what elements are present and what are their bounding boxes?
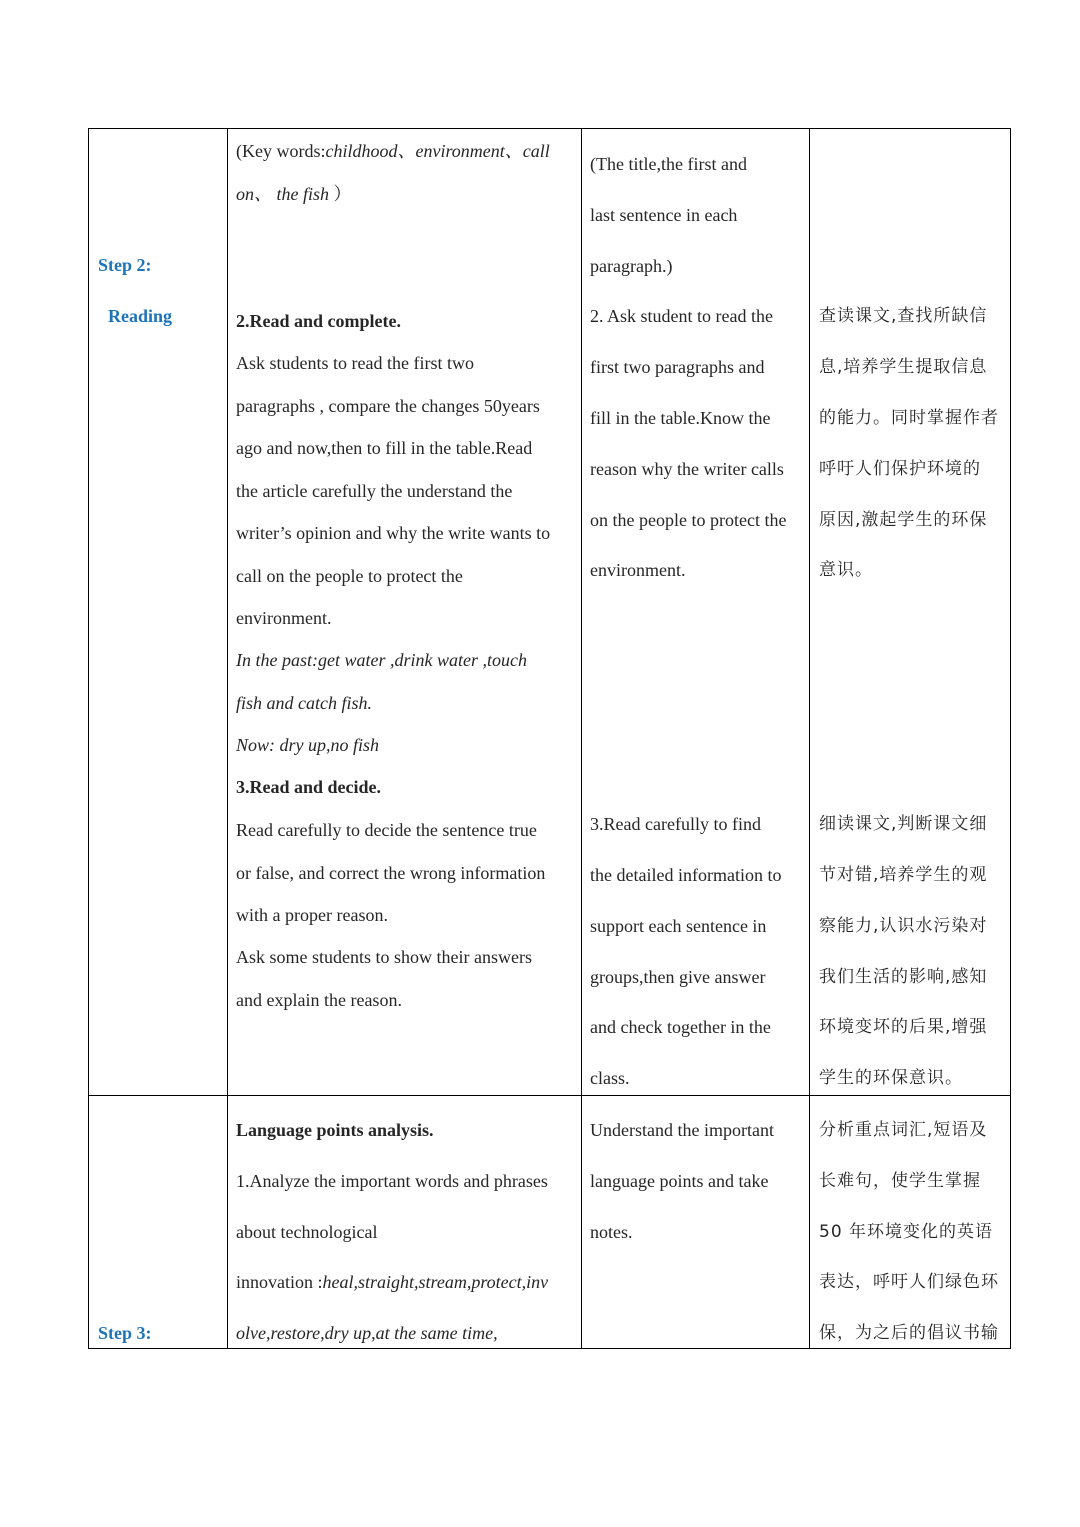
student-activity-line: fill in the table.Know the [590, 408, 771, 428]
purpose-line: 分析重点词汇,短语及 [819, 1120, 988, 1140]
keywords-line-1 [236, 140, 550, 162]
lesson-plan-table [88, 128, 1011, 1349]
purpose-line: 意识。 [819, 560, 873, 580]
read-complete-line: call on the people to protect the [236, 566, 463, 586]
student-activity-line: reason why the writer calls [590, 459, 784, 479]
table-border-bottom [88, 1348, 1011, 1349]
student-activity-line: the detailed information to [590, 865, 782, 885]
read-complete-line: environment. [236, 608, 332, 628]
purpose-line: 节对错,培养学生的观 [819, 865, 988, 885]
student-activity-line: language points and take [590, 1171, 769, 1191]
column-divider-3 [809, 128, 810, 1349]
language-points-line: 1.Analyze the important words and phrases [236, 1171, 548, 1191]
step2-label: Step 2: [98, 255, 152, 275]
read-complete-line: ago and now,then to fill in the table.Read [236, 438, 533, 458]
table-border-top [88, 128, 1011, 129]
student-activity-line: environment. [590, 560, 686, 580]
purpose-line: 细读课文,判断课文细 [819, 814, 988, 834]
purpose-line: 原因,激起学生的环保 [819, 510, 988, 530]
read-decide-title: 3.Read and decide. [236, 777, 382, 797]
read-decide-line: or false, and correct the wrong information [236, 863, 546, 883]
keywords-line-2 [236, 183, 352, 205]
past-line: In the past:get water ,drink water ,touch [236, 650, 527, 670]
past-line: fish and catch fish. [236, 693, 372, 713]
student-activity-line: support each sentence in [590, 916, 767, 936]
read-decide-line: Ask some students to show their answers [236, 947, 532, 967]
column-divider-2 [581, 128, 582, 1349]
student-activity-line: Understand the important [590, 1120, 774, 1140]
student-activity-line: class. [590, 1068, 630, 1088]
read-complete-line: writer’s opinion and why the write wants to [236, 523, 551, 543]
read-complete-title: 2.Read and complete. [236, 311, 401, 331]
read-decide-line: Read carefully to decide the sentence true [236, 820, 537, 840]
read-complete-line: paragraphs , compare the changes 50years [236, 396, 540, 416]
purpose-line: 的能力。同时掌握作者 [819, 408, 999, 428]
purpose-line: 保，为之后的倡议书输 [819, 1323, 999, 1343]
row-divider [88, 1095, 1011, 1096]
student-activity-line: notes. [590, 1222, 633, 1242]
read-complete-line: Ask students to read the first two [236, 353, 474, 373]
purpose-line: 呼吁人们保护环境的 [819, 459, 981, 479]
purpose-line: 表达，呼吁人们绿色环 [819, 1272, 999, 1292]
keywords-italic-2: on、 the fish [236, 184, 334, 204]
keywords-italic-1: childhood、environment、call [325, 141, 550, 161]
language-points-line: olve,restore,dry up,at the same time, [236, 1323, 498, 1343]
language-points-line: about technological [236, 1222, 378, 1242]
purpose-line: 环境变坏的后果,增强 [819, 1017, 988, 1037]
student-activity-line: on the people to protect the [590, 510, 787, 530]
purpose-line: 查读课文,查找所缺信 [819, 306, 988, 326]
table-border-left [88, 128, 89, 1349]
student-activity-line: (The title,the first and [590, 154, 747, 174]
reading-label: Reading [108, 306, 173, 326]
keywords-close: ） [333, 184, 352, 204]
read-decide-line: and explain the reason. [236, 990, 402, 1010]
student-activity-line: paragraph.) [590, 256, 673, 276]
student-activity-line: and check together in the [590, 1017, 771, 1037]
student-activity-line: 3.Read carefully to find [590, 814, 761, 834]
innovation-prefix: innovation : [236, 1272, 323, 1292]
language-points-line [236, 1271, 548, 1293]
purpose-line: 察能力,认识水污染对 [819, 916, 988, 936]
step3-label: Step 3: [98, 1323, 152, 1343]
now-line: Now: dry up,no fish [236, 735, 380, 755]
student-activity-line: groups,then give answer [590, 967, 766, 987]
student-activity-line: first two paragraphs and [590, 357, 765, 377]
read-decide-line: with a proper reason. [236, 905, 388, 925]
student-activity-line: 2. Ask student to read the [590, 306, 773, 326]
language-points-title: Language points analysis. [236, 1120, 434, 1140]
table-border-right [1010, 128, 1011, 1349]
purpose-line: 息,培养学生提取信息 [819, 357, 988, 377]
keywords-prefix: (Key words: [236, 141, 326, 161]
purpose-line: 50 年环境变化的英语 [819, 1222, 994, 1242]
purpose-line: 长难句，使学生掌握 [819, 1171, 981, 1191]
read-complete-line: the article carefully the understand the [236, 481, 513, 501]
purpose-line: 学生的环保意识。 [819, 1068, 963, 1088]
purpose-line: 我们生活的影响,感知 [819, 967, 988, 987]
column-divider-1 [227, 128, 228, 1349]
student-activity-line: last sentence in each [590, 205, 738, 225]
innovation-words: heal,straight,stream,protect,inv [322, 1272, 549, 1292]
